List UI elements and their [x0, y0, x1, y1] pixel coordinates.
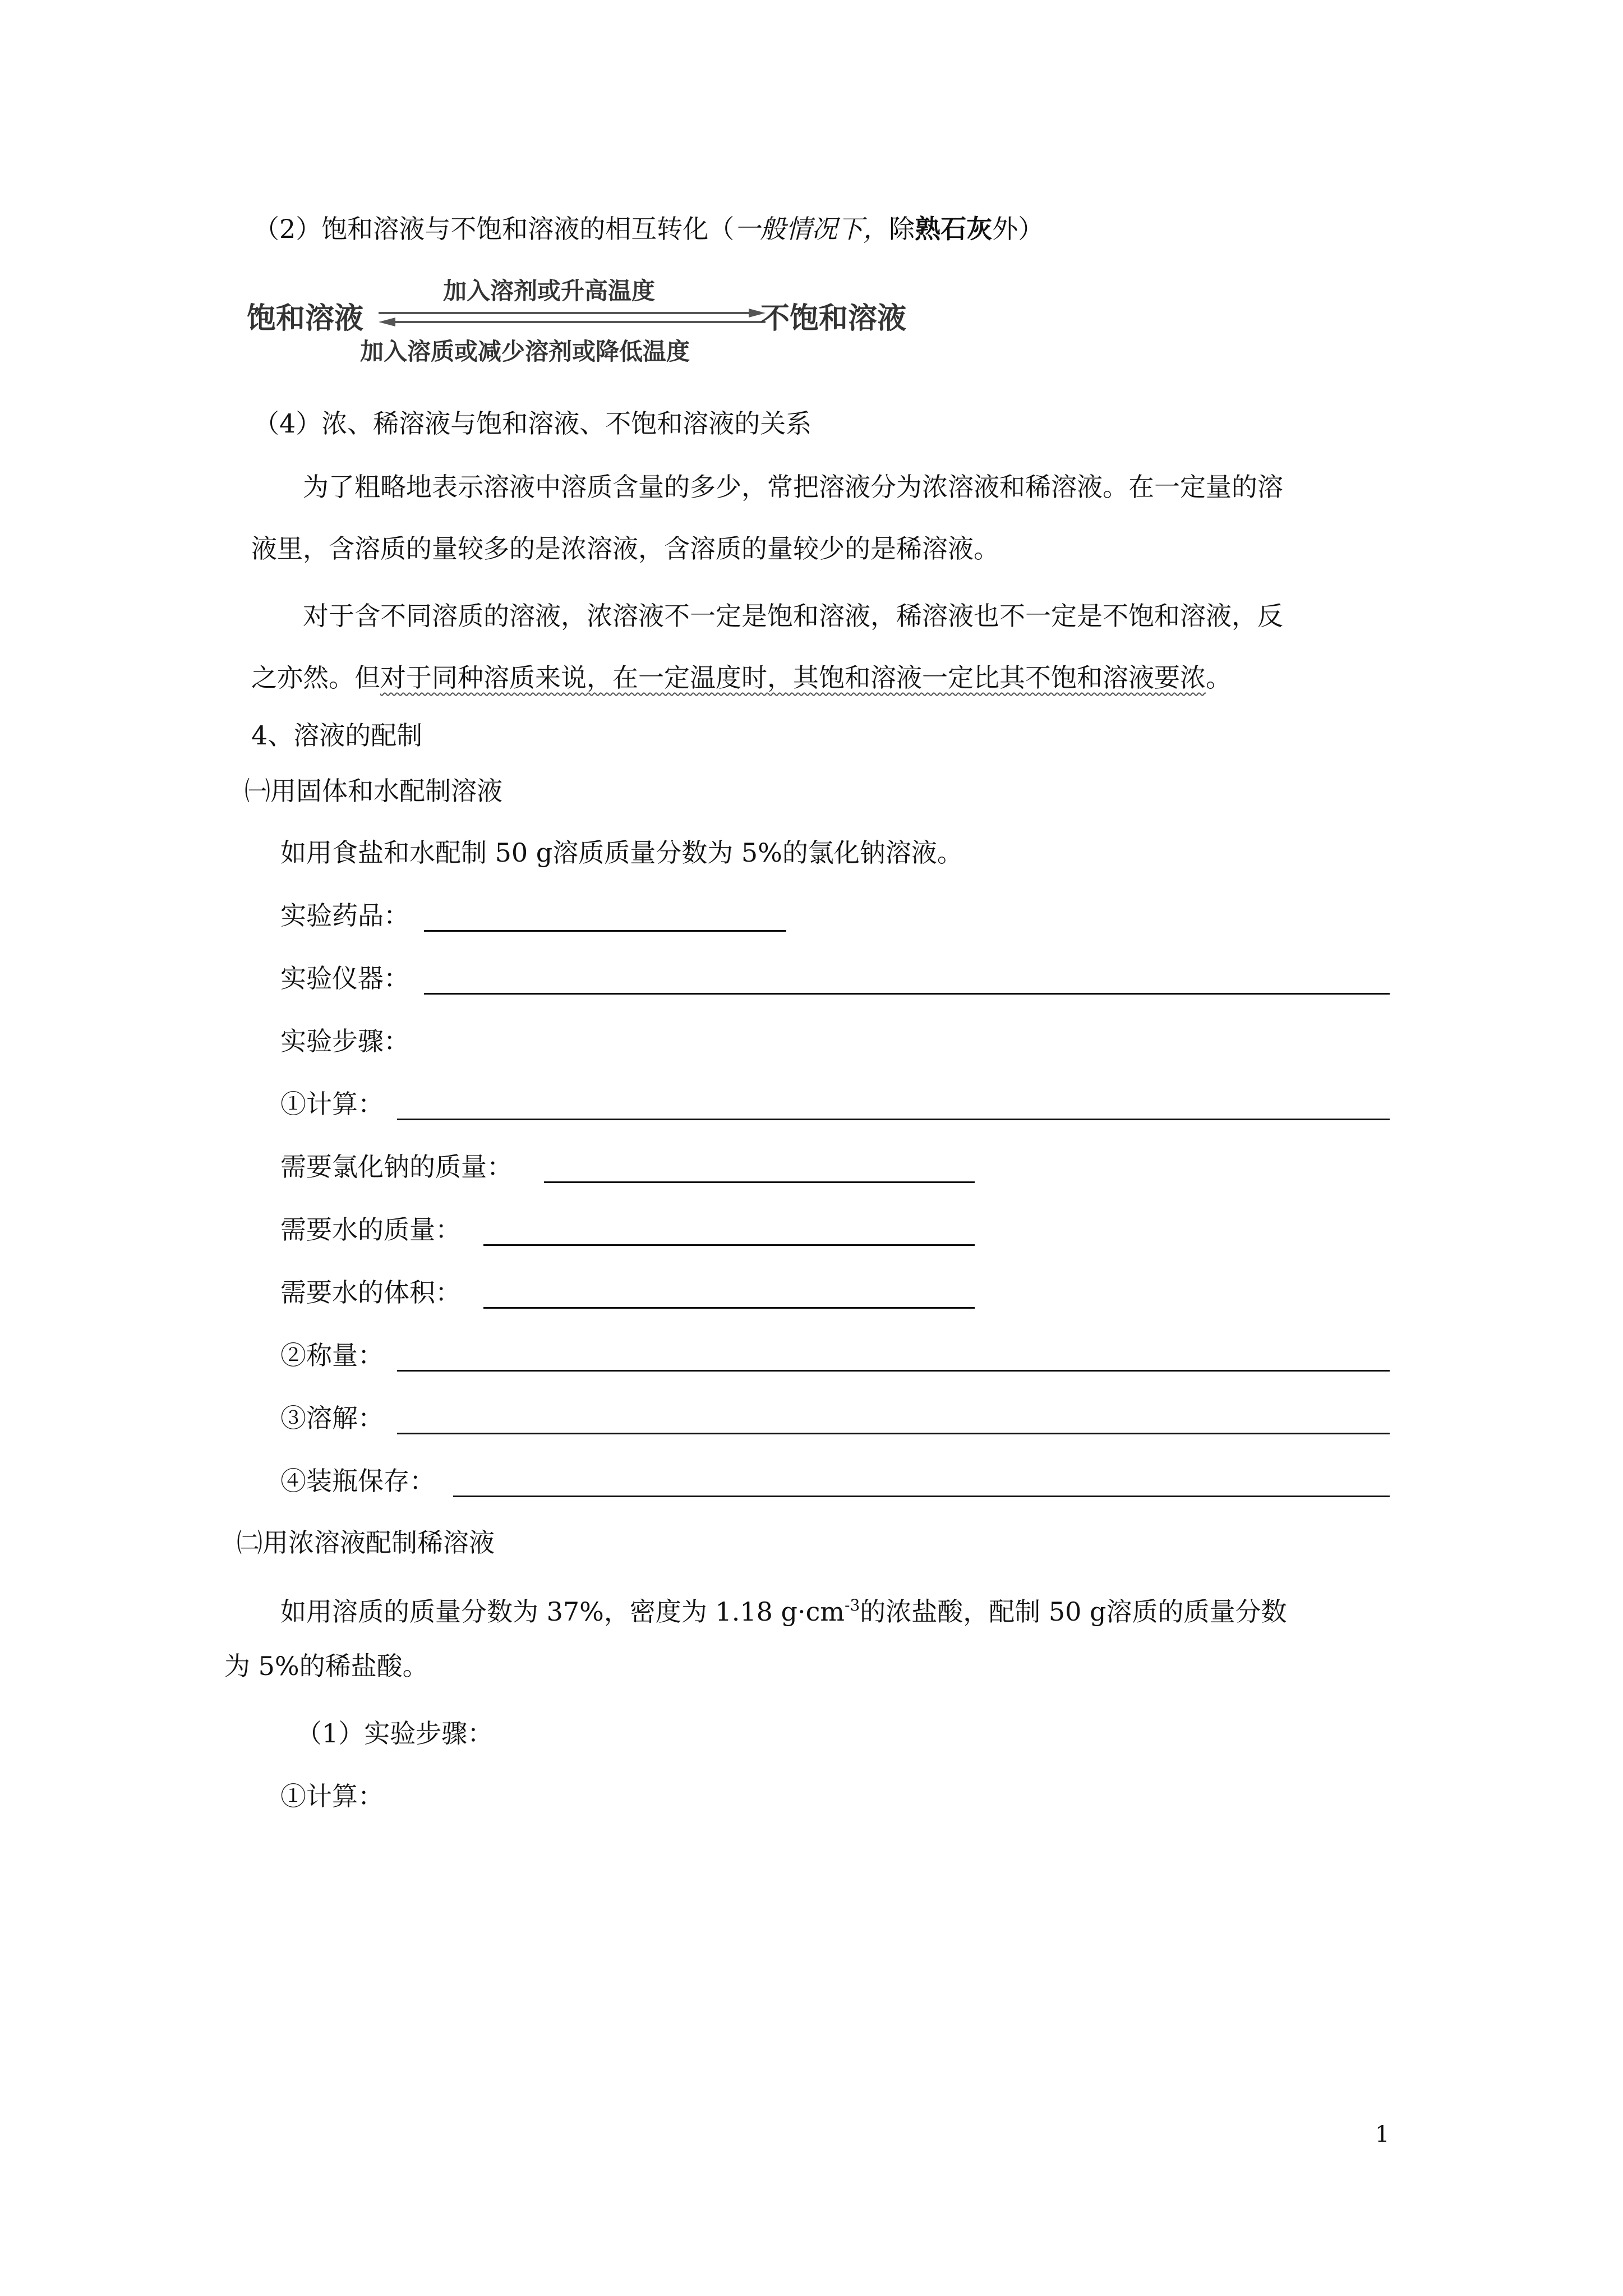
prep-sub1-intro: 如用食盐和水配制 50 g溶质质量分数为 5%的氯化钠溶液。 [280, 838, 963, 868]
diagram-saturated-node: 饱和溶液 [247, 302, 364, 335]
field-drugs-blank[interactable] [424, 930, 786, 932]
relation-para2-line2 [251, 661, 1232, 694]
conversion-heading-post: 外） [992, 214, 1044, 244]
prep-sub2-intro-line2: 为 5%的稀盐酸。 [224, 1651, 428, 1681]
sub2-intro-pre: 如用溶质的质量分数为 37%，密度为 1.18 g·cm [280, 1596, 845, 1627]
prep-heading: 4、溶液的配制 [251, 720, 423, 751]
diagram-bottom-label: 加入溶质或减少溶剂或降低温度 [360, 338, 690, 365]
prep-sub2-heading: ㈡用浓溶液配制稀溶液 [237, 1527, 495, 1558]
field-nacl-mass-label: 需要氯化钠的质量： [280, 1152, 513, 1182]
relation-para2-pre: 之亦然。但 [251, 662, 380, 693]
relation-heading: （4）浓、稀溶液与饱和溶液、不饱和溶液的关系 [253, 408, 812, 439]
field-calc-blank[interactable] [397, 1119, 1390, 1120]
relation-para2-emphasis: 对于同种溶质来说，在一定温度时，其饱和溶液一定比其不饱和溶液要浓 [380, 662, 1206, 693]
conversion-diagram [247, 275, 942, 381]
field-water-mass-label: 需要水的质量： [280, 1214, 461, 1245]
field-dissolve-blank[interactable] [397, 1433, 1390, 1434]
field-water-volume-label: 需要水的体积： [280, 1277, 461, 1308]
prep-sub2-steps: （1）实验步骤： [296, 1718, 494, 1749]
field-steps-label: 实验步骤： [280, 1026, 409, 1056]
field-instruments-label: 实验仪器： [280, 963, 409, 993]
field-water-mass-blank[interactable] [483, 1244, 975, 1246]
field-instruments-blank[interactable] [424, 993, 1390, 995]
sub2-intro-post: 的浓盐酸，配制 50 g溶质的质量分数 [860, 1596, 1287, 1627]
page-number: 1 [1375, 2122, 1390, 2147]
diagram-unsaturated-node: 不饱和溶液 [760, 302, 907, 335]
conversion-heading-italic: 一般情况下， [734, 214, 889, 244]
relation-para1-line2: 液里，含溶质的量较多的是浓溶液，含溶质的量较少的是稀溶液。 [251, 533, 999, 564]
conversion-heading-mid: 除 [889, 214, 915, 244]
conversion-heading [253, 212, 1044, 246]
relation-para2-post: 。 [1206, 662, 1232, 693]
prep-sub1-heading: ㈠用固体和水配制溶液 [245, 776, 502, 806]
conversion-heading-pre: （2）饱和溶液与不饱和溶液的相互转化（ [253, 214, 735, 244]
field-bottle-label: ④装瓶保存： [280, 1466, 435, 1496]
diagram-top-label: 加入溶剂或升高温度 [443, 277, 656, 305]
prep-sub2-calc: ①计算： [280, 1781, 384, 1811]
field-weigh-blank[interactable] [397, 1370, 1390, 1372]
field-bottle-blank[interactable] [453, 1496, 1390, 1497]
field-dissolve-label: ③溶解： [280, 1403, 384, 1433]
prep-sub2-intro-line1 [280, 1589, 1287, 1627]
field-water-volume-blank[interactable] [483, 1307, 975, 1309]
sub2-intro-sup: -3 [844, 1596, 860, 1614]
field-calc-label: ①计算： [280, 1089, 384, 1119]
relation-para2-line1: 对于含不同溶质的溶液，浓溶液不一定是饱和溶液，稀溶液也不一定是不饱和溶液，反 [303, 601, 1283, 631]
conversion-heading-bold: 熟石灰 [915, 214, 993, 244]
field-drugs-label: 实验药品： [280, 900, 409, 931]
field-nacl-mass-blank[interactable] [544, 1181, 975, 1183]
bottom-arrow-head [379, 318, 395, 326]
field-weigh-label: ②称量： [280, 1340, 384, 1370]
relation-para1-line1: 为了粗略地表示溶液中溶质含量的多少，常把溶液分为浓溶液和稀溶液。在一定量的溶 [303, 472, 1283, 502]
